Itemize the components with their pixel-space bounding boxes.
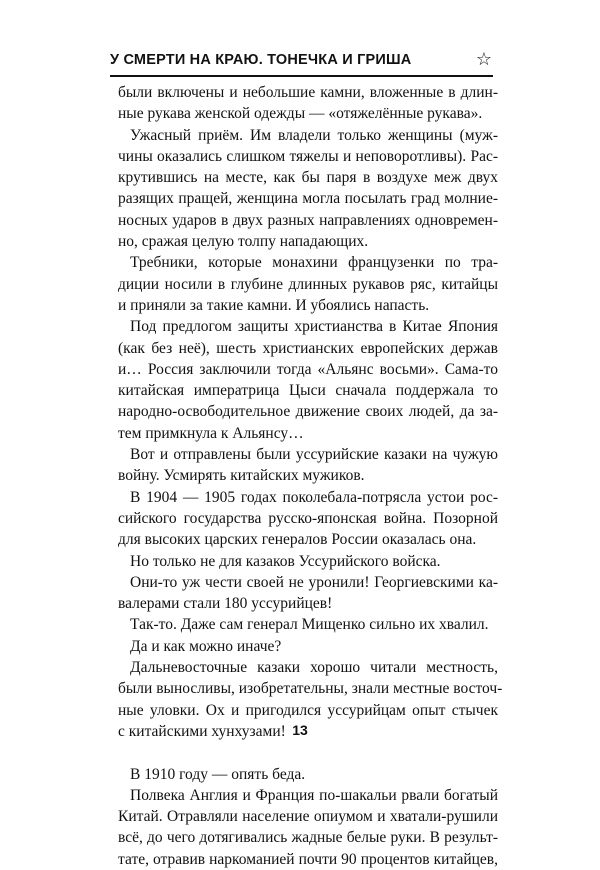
text-line: были включены и небольшие камни, вложенные в длин- (118, 84, 498, 101)
running-header (110, 48, 492, 72)
text-line: разящих пращей, женщина могла посылать град молние- (118, 190, 498, 208)
text-line: и… Россия заключили тогда «Альянс восьми». Сама-то (118, 360, 498, 378)
text-line: Ужасный приём. Им владели только женщины (муж- (130, 126, 498, 144)
text-line: с китайскими хунхузами! (118, 722, 286, 740)
text-line: носных ударов в двух разных направлениях одновремен- (118, 211, 498, 229)
text-line: Так-то. Даже сам генерал Мищенко сильно их хвалил. (130, 616, 489, 634)
text-line: Китай. Отравляли население опиумом и хватали-рушили (118, 808, 498, 826)
text-line: чины оказались слишком тяжелы и неповоротливы). Рас- (118, 147, 498, 165)
running-header-title: У СМЕРТИ НА КРАЮ. ТОНЕЧКА И ГРИША (110, 52, 412, 68)
text-line: Под предлогом защиты христианства в Китае Япония (130, 318, 498, 336)
text-line: но, сражая целую толпу нападающих. (118, 233, 369, 251)
header-rule (110, 75, 493, 77)
text-line: Они-то уж чести своей не уронили! Георгиевскими ка- (130, 573, 498, 591)
text-line: Дальневосточные казаки хорошо читали местность, (130, 659, 498, 677)
page-number: 13 (292, 722, 308, 738)
text-line: Но только не для казаков Уссурийского войска. (130, 552, 441, 570)
body-text (118, 82, 503, 870)
text-line: Да и как можно иначе? (130, 637, 282, 655)
text-line: были выносливы, изобретательны, знали местные восточ- (118, 680, 503, 698)
text-line: (как без неё), шесть христианских европейских держав (118, 339, 498, 357)
text-line: валерами стали 180 уссурийцев! (118, 595, 333, 613)
text-line: всё, до чего дотягивались жадные белые руки. В результ- (118, 829, 498, 847)
text-line: Вот и отправлены были уссурийские казаки на чужую (130, 446, 498, 464)
text-line: и приняли за такие камни. И убоялись напасть. (118, 296, 430, 314)
text-line: диции носили в глубине длинных рукавов ряс, китайцы (118, 275, 498, 293)
text-line: для высоких царских генералов России оказалась она. (118, 531, 477, 549)
text-line: ные рукава женской одежды — «отяжелённые рукава». (118, 105, 483, 123)
text-line: В 1904 — 1905 годах поколебала-потрясла устои рос- (130, 488, 498, 506)
text-line: войну. Усмирять китайских мужиков. (118, 467, 365, 485)
text-line: китайская императрица Цыси сначала поддержала то (118, 382, 498, 400)
text-line: тате, отравив наркоманией почти 90 процентов китайцев, (118, 850, 498, 868)
star-icon: ☆ (475, 49, 492, 70)
text-line: ные уловки. Ох и пригодился уссурийцам опыт стычек (118, 701, 498, 719)
text-line: Полвека Англия и Франция по-шакальи рвали богатый (130, 786, 498, 804)
text-line: В 1910 году — опять беда. (130, 765, 306, 783)
text-line: крутившись на месте, как бы паря в воздухе меж двух (118, 169, 498, 187)
blank-line (118, 742, 498, 763)
text-line: Требники, которые монахини французенки по тра- (130, 254, 498, 272)
text-line: сийского государства русско-японская война. Позорной (118, 509, 498, 527)
text-line: тем примкнула к Альянсу… (118, 424, 304, 442)
text-line: народно-освободительное движение своих людей, да за- (118, 403, 498, 421)
